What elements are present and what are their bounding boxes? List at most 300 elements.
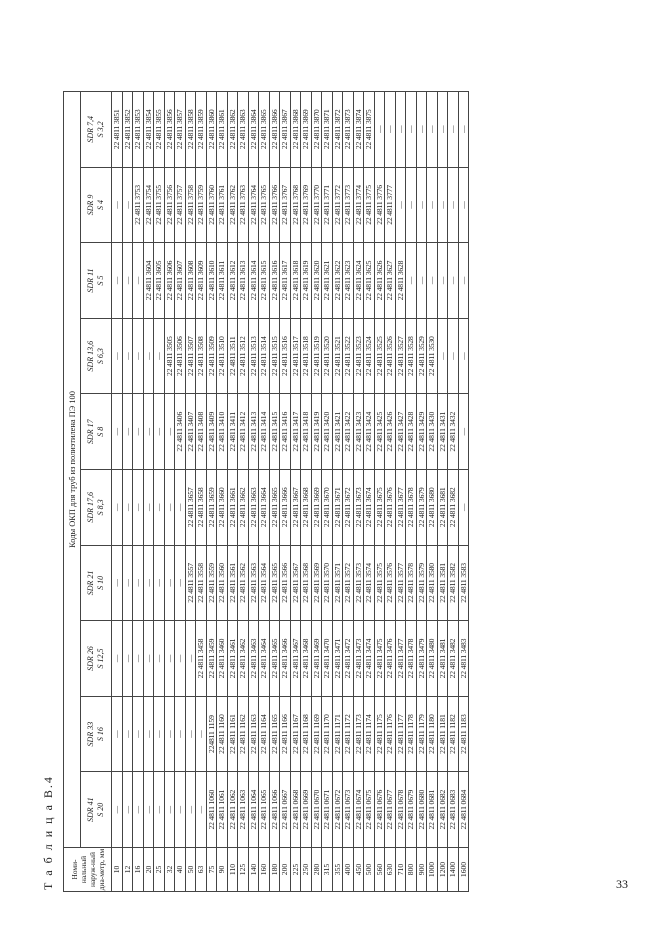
diameter-cell: 250 [301,848,312,892]
sdr-column-header [81,318,112,394]
okp-code-cell: — [395,91,406,167]
okp-code-cell: 22 4811 3872 [332,91,343,167]
okp-code-cell: 22 4811 3420 [322,394,333,470]
okp-codes-table [63,91,469,892]
diameter-cell: 10 [112,848,123,892]
okp-code-cell: 22 4811 3569 [311,545,322,621]
okp-code-cell: 22 4811 3525 [374,318,385,394]
okp-code-cell: 22 4811 3431 [437,394,448,470]
okp-code-cell: — [374,91,385,167]
okp-code-cell: 22 4811 3480 [427,621,438,697]
okp-code-cell: 22 4811 3415 [269,394,280,470]
table-row [395,91,406,891]
okp-code-cell: — [427,91,438,167]
sdr-label: SDR 7,4 [86,115,95,143]
okp-code-cell: — [175,545,186,621]
okp-code-cell: 22 4811 3579 [416,545,427,621]
okp-code-cell: — [143,696,154,772]
okp-code-cell: 22 4811 3672 [343,470,354,546]
okp-code-cell: 22 4811 0680 [416,772,427,848]
okp-code-cell: — [122,394,133,470]
okp-code-cell: 22 4811 3570 [322,545,333,621]
okp-code-cell: — [133,696,144,772]
diameter-cell: 800 [406,848,417,892]
table-row [238,91,249,891]
okp-code-cell: 22 4811 3774 [353,167,364,243]
okp-code-cell: 22 4811 3679 [416,470,427,546]
okp-code-cell: — [112,243,123,319]
okp-code-cell: — [122,318,133,394]
okp-code-cell: — [154,470,165,546]
okp-code-cell: — [154,772,165,848]
sdr-label: SDR 21 [86,570,95,596]
okp-code-cell: 22 4811 3562 [238,545,249,621]
okp-code-cell: 22 4811 3607 [175,243,186,319]
okp-code-cell: 22 4811 3466 [280,621,291,697]
s-label: S 6,3 [96,348,105,365]
okp-code-cell: 22 4811 1167 [290,696,301,772]
okp-code-cell: 22 4811 3875 [364,91,375,167]
okp-code-cell: 22 4811 3619 [301,243,312,319]
okp-code-cell: 22 4811 3765 [259,167,270,243]
okp-code-cell: 22 4811 3758 [185,167,196,243]
okp-code-cell: 22 4811 3666 [280,470,291,546]
okp-code-cell: 22 4811 3874 [353,91,364,167]
okp-code-cell: — [122,696,133,772]
sdr-label: SDR 33 [86,721,95,747]
okp-code-cell: 22 4811 3478 [406,621,417,697]
diameter-cell: 1400 [448,848,459,892]
okp-code-cell: 22 4811 3424 [364,394,375,470]
okp-code-cell: — [164,394,175,470]
okp-code-cell: 22 4811 0676 [374,772,385,848]
okp-code-cell: 22 4811 3529 [416,318,427,394]
okp-code-cell: 22 4811 1178 [406,696,417,772]
okp-code-cell: 22 4811 3620 [311,243,322,319]
okp-code-cell: 22 4811 3757 [175,167,186,243]
okp-code-cell: 22 4811 3861 [217,91,228,167]
okp-code-cell: 22 4811 3473 [353,621,364,697]
okp-code-cell: 22 4811 1160 [217,696,228,772]
table-row [374,91,385,891]
sdr-column-header [81,91,112,167]
okp-code-cell: — [143,318,154,394]
okp-code-cell: 22 4811 3864 [248,91,259,167]
okp-code-cell: 22 4811 3771 [322,167,333,243]
sdr-column-header [81,243,112,319]
okp-code-cell: 22 4811 3471 [332,621,343,697]
okp-code-cell: 22 4811 0670 [311,772,322,848]
okp-code-cell: 22 4811 3566 [280,545,291,621]
sdr-label: SDR 17,6 [86,492,95,523]
okp-code-cell: — [437,167,448,243]
okp-code-cell: 22 4811 3482 [448,621,459,697]
sdr-header-row [81,91,112,891]
okp-code-cell: 22 4811 3421 [332,394,343,470]
okp-code-cell: 22 4811 3622 [332,243,343,319]
okp-code-cell: 22 4811 3773 [343,167,354,243]
okp-code-cell: 22 4811 3417 [290,394,301,470]
diameter-cell: 630 [385,848,396,892]
okp-code-cell: 22 4811 0668 [290,772,301,848]
s-label: S 3,2 [96,121,105,138]
okp-code-cell: 22 4811 1171 [332,696,343,772]
okp-code-cell: — [185,621,196,697]
okp-code-cell: 22 4811 3681 [437,470,448,546]
table-row [364,91,375,891]
s-label: S 16 [96,727,105,742]
table-row [311,91,322,891]
s-label: S 8 [96,426,105,437]
okp-code-cell: — [122,545,133,621]
okp-code-cell: 22 4811 3871 [322,91,333,167]
okp-code-cell: — [185,696,196,772]
okp-code-cell: 22 4811 3558 [196,545,207,621]
okp-code-cell: 22 4811 3663 [248,470,259,546]
okp-code-cell: 22 4811 3418 [301,394,312,470]
okp-code-cell: 22 4811 3429 [416,394,427,470]
diameter-cell: 400 [343,848,354,892]
okp-code-cell: 22 4811 3414 [259,394,270,470]
table-row [269,91,280,891]
table-row [164,91,175,891]
okp-code-cell: 22 4811 3605 [154,243,165,319]
okp-code-cell: 22 4811 3507 [185,318,196,394]
table-caption: Т а б л и ц а В.4 [41,775,55,890]
okp-code-cell: 22 4811 3520 [322,318,333,394]
table-row [290,91,301,891]
okp-code-cell: 22 4811 0672 [332,772,343,848]
okp-code-cell: 22 4811 3857 [175,91,186,167]
okp-code-cell: 22 4811 3658 [196,470,207,546]
s-label: S 5 [96,275,105,286]
okp-code-cell: — [112,772,123,848]
okp-code-cell: 22 4811 3678 [406,470,417,546]
okp-code-cell: — [133,545,144,621]
diameter-cell: 710 [395,848,406,892]
okp-code-cell: — [416,243,427,319]
okp-code-cell: 22 4811 1066 [269,772,280,848]
okp-code-cell: 22 4811 3462 [238,621,249,697]
okp-code-cell: — [154,696,165,772]
okp-code-cell: — [112,545,123,621]
okp-code-cell: 22 4811 3767 [280,167,291,243]
sdr-label: SDR 17 [86,419,95,445]
okp-code-cell: 22 4811 3763 [238,167,249,243]
okp-code-cell: 22 4811 3659 [206,470,217,546]
diameter-cell: 225 [290,848,301,892]
okp-code-cell: 22 4811 3506 [175,318,186,394]
table-row [154,91,165,891]
okp-code-cell: 22 4811 3611 [217,243,228,319]
table-row [227,91,238,891]
okp-code-cell: — [122,243,133,319]
okp-code-cell: 22 4811 3416 [280,394,291,470]
okp-code-cell: — [406,243,417,319]
okp-code-cell: 22 4811 3868 [290,91,301,167]
okp-code-cell: 22 4811 3559 [206,545,217,621]
okp-code-cell: 22 4811 0669 [301,772,312,848]
okp-code-cell: 22 4811 3422 [343,394,354,470]
okp-code-cell: 22 4811 3606 [164,243,175,319]
okp-code-cell: 22 4811 3413 [248,394,259,470]
okp-code-cell: — [448,243,459,319]
okp-code-cell: — [458,394,469,470]
okp-code-cell: — [133,772,144,848]
table-row [385,91,396,891]
diameter-cell: 900 [416,848,427,892]
sdr-label: SDR 13,6 [86,340,95,372]
okp-code-cell: 22 4811 3869 [301,91,312,167]
okp-code-cell: 22 4811 3574 [364,545,375,621]
okp-code-cell: 22 4811 3459 [206,621,217,697]
okp-code-cell: 22 4811 3624 [353,243,364,319]
okp-code-cell: 22 4811 3432 [448,394,459,470]
okp-code-cell: 22 4811 3682 [448,470,459,546]
sdr-label: SDR 26 [86,646,95,671]
okp-code-cell: 22 4811 3860 [206,91,217,167]
okp-code-cell: 22 4811 1162 [238,696,249,772]
okp-code-cell: — [112,394,123,470]
okp-code-cell: 22 4811 3518 [301,318,312,394]
sdr-label: SDR 41 [86,797,95,823]
okp-code-cell: 22 4811 3407 [185,394,196,470]
okp-code-cell: 22 4811 3463 [248,621,259,697]
okp-code-cell: 22 4811 3572 [343,545,354,621]
okp-code-cell: 22 4811 1174 [364,696,375,772]
okp-code-cell: 22 4811 3769 [301,167,312,243]
okp-code-cell: 22 4811 1161 [227,696,238,772]
okp-code-cell: 22 4811 3474 [364,621,375,697]
okp-code-cell: 22 4811 3505 [164,318,175,394]
okp-code-cell: 22 4811 3519 [311,318,322,394]
okp-code-cell: — [395,167,406,243]
okp-code-cell: 22 4811 3858 [185,91,196,167]
okp-code-cell: 22 4811 3563 [248,545,259,621]
okp-code-cell: 22 4811 3514 [259,318,270,394]
okp-code-cell: — [133,394,144,470]
okp-code-cell: 22 4811 3468 [301,621,312,697]
diameter-cell: 1000 [427,848,438,892]
okp-code-cell: 22 4811 3475 [374,621,385,697]
okp-code-cell: 22 4811 3760 [206,167,217,243]
okp-code-cell: 22 4811 3575 [374,545,385,621]
diameter-cell: 200 [280,848,291,892]
okp-code-cell: — [427,167,438,243]
okp-code-cell: 22 4811 3410 [217,394,228,470]
okp-code-cell: — [437,91,448,167]
okp-code-cell: 22 4811 3621 [322,243,333,319]
okp-code-cell: 22 4811 3674 [364,470,375,546]
okp-code-cell: 22 4811 1060 [206,772,217,848]
table-row [196,91,207,891]
okp-code-cell: 22 4811 3614 [248,243,259,319]
okp-code-cell: — [196,696,207,772]
okp-code-cell: 22 4811 3755 [154,167,165,243]
okp-code-cell: 22 4811 3675 [374,470,385,546]
okp-code-cell: 22 4811 3408 [196,394,207,470]
okp-code-cell: 22 4811 3464 [259,621,270,697]
okp-code-cell: — [458,91,469,167]
diameter-cell: 355 [332,848,343,892]
okp-code-cell: — [133,470,144,546]
okp-code-cell: 22 4811 1179 [416,696,427,772]
okp-code-cell: 22 4811 1169 [311,696,322,772]
okp-code-cell: 22 4811 1063 [238,772,249,848]
okp-code-cell: — [112,167,123,243]
table-row [322,91,333,891]
okp-code-cell: 22 4811 3581 [437,545,448,621]
okp-code-cell: — [164,470,175,546]
okp-code-cell: — [143,394,154,470]
okp-code-cell: 22 4811 3472 [343,621,354,697]
okp-code-cell: 22 4811 3671 [332,470,343,546]
okp-code-cell: 22 4811 1176 [385,696,396,772]
okp-code-cell: 22 4811 3527 [395,318,406,394]
diameter-cell: 1600 [458,848,469,892]
s-label: S 20 [96,802,105,817]
table-row [332,91,343,891]
okp-code-cell: — [154,545,165,621]
okp-code-cell: 22 4811 3853 [133,91,144,167]
s-label: S 12,5 [96,648,105,669]
okp-code-cell: 22 4811 3662 [238,470,249,546]
table-row [301,91,312,891]
okp-code-cell: — [154,621,165,697]
okp-code-cell: 22 4811 3775 [364,167,375,243]
sdr-label: SDR 11 [86,268,95,293]
okp-code-cell: 22 4811 1062 [227,772,238,848]
table-row [259,91,270,891]
okp-code-cell: 22 4811 3523 [353,318,364,394]
okp-code-cell: 22 4811 3517 [290,318,301,394]
sdr-label: SDR 9 [86,194,95,216]
okp-code-cell: — [133,318,144,394]
diameter-cell: 560 [374,848,385,892]
okp-code-cell: — [154,318,165,394]
okp-code-cell: 22 4811 3680 [427,470,438,546]
diameter-cell: 20 [143,848,154,892]
okp-code-cell: — [448,318,459,394]
okp-code-cell: 22 4811 3578 [406,545,417,621]
table-row [353,91,364,891]
okp-code-cell: 22 4811 3855 [154,91,165,167]
diameter-cell: 25 [154,848,165,892]
okp-code-cell: — [448,91,459,167]
table-row [143,91,154,891]
table-row [343,91,354,891]
sdr-column-header [81,394,112,470]
diameter-cell: 125 [238,848,249,892]
table-row [427,91,438,891]
okp-code-cell: 22 4811 3753 [133,167,144,243]
table-row [448,91,459,891]
okp-code-cell: 22 4811 1170 [322,696,333,772]
okp-code-cell: — [458,470,469,546]
okp-code-cell: 22 4811 3669 [311,470,322,546]
diameter-cell: 40 [175,848,186,892]
okp-code-cell: — [427,243,438,319]
okp-code-cell: 22 4811 0671 [322,772,333,848]
okp-code-cell: 22 4811 3777 [385,167,396,243]
okp-code-cell: — [112,696,123,772]
okp-code-cell: 22 4811 3677 [395,470,406,546]
diameter-cell: 90 [217,848,228,892]
diameter-cell: 110 [227,848,238,892]
okp-code-cell: 22 4811 3411 [227,394,238,470]
okp-code-cell: 22 4811 3609 [196,243,207,319]
diameter-cell: 450 [353,848,364,892]
okp-code-cell: — [154,394,165,470]
okp-code-cell: 22 4811 3521 [332,318,343,394]
okp-code-cell: 22 4811 3476 [385,621,396,697]
okp-code-cell: — [385,91,396,167]
okp-code-cell: 22 4811 1163 [248,696,259,772]
okp-code-cell: 22 4811 1183 [458,696,469,772]
okp-code-cell: — [458,243,469,319]
okp-code-cell: 22 4811 3510 [217,318,228,394]
okp-code-cell: 22 4811 3412 [238,394,249,470]
okp-code-cell: 22 4811 3530 [427,318,438,394]
okp-code-cell: — [143,545,154,621]
okp-code-cell: 22 4811 3768 [290,167,301,243]
okp-code-cell: 22 4811 3565 [269,545,280,621]
table-row [206,91,217,891]
okp-code-cell: 22 4811 3467 [290,621,301,697]
okp-code-cell: 22 4811 3406 [175,394,186,470]
okp-code-cell: 22 4811 1061 [217,772,228,848]
sdr-column-header [81,772,112,848]
table-row [248,91,259,891]
okp-code-cell: 22 4811 3766 [269,167,280,243]
okp-code-cell: 22 4811 3526 [385,318,396,394]
okp-group-header: Коды ОКП для труб из полиэтилена ПЭ 100 [64,91,81,847]
okp-code-cell: 22 4811 3524 [364,318,375,394]
okp-code-cell: 22 4811 3670 [322,470,333,546]
okp-code-cell: — [406,91,417,167]
okp-code-cell: — [143,470,154,546]
okp-code-cell: 22 4811 1168 [301,696,312,772]
okp-code-cell: 22 4811 1166 [280,696,291,772]
okp-code-cell: 22 4811 1182 [448,696,459,772]
diameter-cell: 500 [364,848,375,892]
diameter-cell: 160 [259,848,270,892]
okp-code-cell: — [143,772,154,848]
rotated-table-page [41,22,641,892]
okp-code-cell: 22 4811 3608 [185,243,196,319]
okp-code-cell: 22 4811 3859 [196,91,207,167]
okp-code-cell: 22 4811 3580 [427,545,438,621]
okp-code-cell: — [175,621,186,697]
okp-code-cell: 22 4811 3604 [143,243,154,319]
okp-code-cell: 22 4811 3851 [112,91,123,167]
okp-code-cell: 22 4811 3458 [196,621,207,697]
okp-code-cell: 22 4811 3561 [227,545,238,621]
okp-code-cell: — [416,167,427,243]
okp-code-cell: 22 4811 3470 [322,621,333,697]
okp-code-cell: 22 4811 3865 [259,91,270,167]
okp-code-cell: 22 4811 3867 [280,91,291,167]
okp-code-cell: 22 4811 1172 [343,696,354,772]
okp-code-cell: 22 4811 3613 [238,243,249,319]
okp-code-cell: 22 4811 3668 [301,470,312,546]
okp-code-cell: 22 4811 3568 [301,545,312,621]
okp-code-cell: 22 4811 3583 [458,545,469,621]
okp-code-cell: 22 4811 3610 [206,243,217,319]
diameter-cell: 75 [206,848,217,892]
okp-code-cell: 22 4811 3854 [143,91,154,167]
table-row [185,91,196,891]
